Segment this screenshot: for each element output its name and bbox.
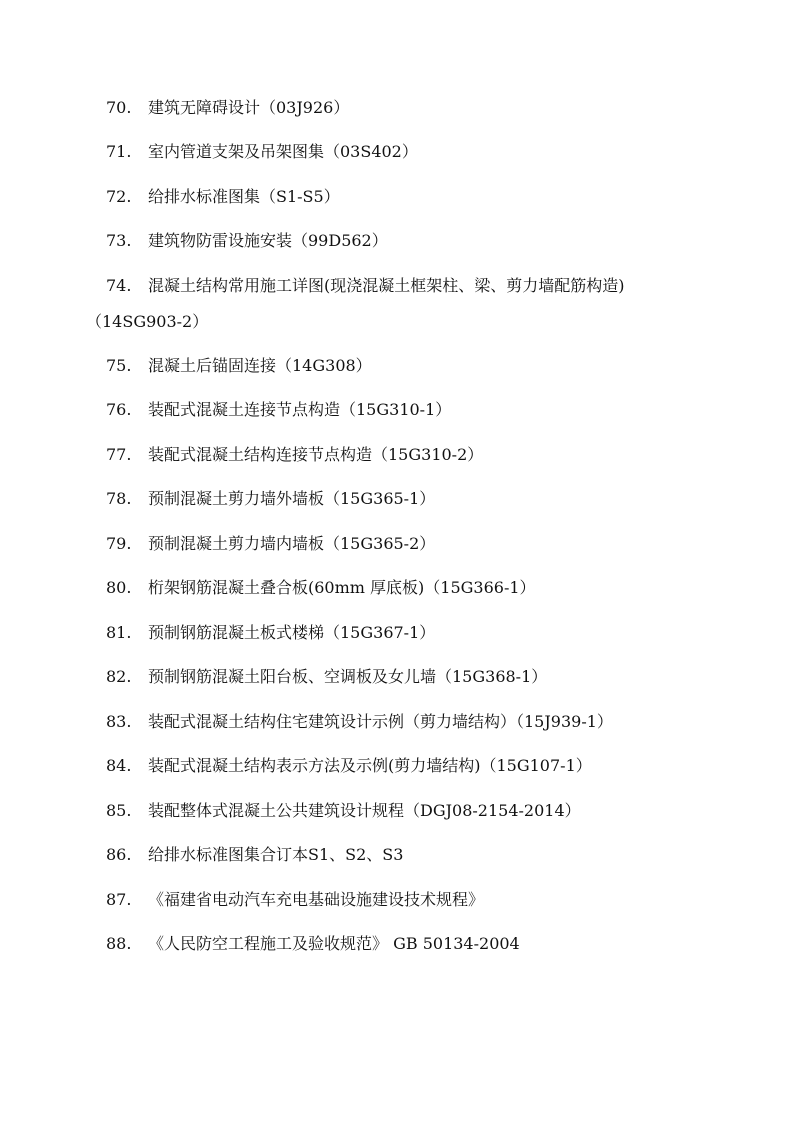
item-number: 82.	[106, 667, 132, 686]
item-number: 85.	[106, 801, 132, 820]
item-text: 装配式混凝土连接节点构造（15G310-1）	[148, 400, 452, 419]
item-text: 混凝土后锚固连接（14G308）	[148, 356, 372, 375]
item-number: 86.	[106, 845, 132, 864]
item-number: 77.	[106, 445, 132, 464]
item-text: 装配整体式混凝土公共建筑设计规程（DGJ08-2154-2014）	[148, 801, 581, 820]
item-number: 87.	[106, 890, 132, 909]
item-text: 预制钢筋混凝土阳台板、空调板及女儿墙（15G368-1）	[148, 667, 548, 686]
item-text: 预制混凝土剪力墙内墙板（15G365-2）	[148, 534, 436, 553]
item-number: 75.	[106, 356, 132, 375]
item-text: 给排水标准图集合订本S1、S2、S3	[148, 845, 404, 864]
item-text: 桁架钢筋混凝土叠合板(60mm 厚底板)（15G366-1）	[148, 578, 536, 597]
item-text: 装配式混凝土结构连接节点构造（15G310-2）	[148, 445, 484, 464]
item-text: 《人民防空工程施工及验收规范》 GB 50134-2004	[148, 934, 520, 953]
item-text: 预制钢筋混凝土板式楼梯（15G367-1）	[148, 623, 436, 642]
item-text: 给排水标准图集（S1-S5）	[148, 187, 340, 206]
item-number: 79.	[106, 534, 132, 553]
item-number: 74.	[106, 276, 132, 295]
item-text: 《福建省电动汽车充电基础设施建设技术规程》	[148, 890, 485, 909]
item-number: 72.	[106, 187, 132, 206]
item-number: 73.	[106, 231, 132, 250]
item-text: 建筑无障碍设计（03J926）	[148, 98, 350, 117]
item-number: 70.	[106, 98, 132, 117]
item-number: 84.	[106, 756, 132, 775]
item-number: 80.	[106, 578, 132, 597]
item-text-continuation: （14SG903-2）	[86, 312, 209, 331]
item-text: 装配式混凝土结构住宅建筑设计示例（剪力墙结构）（15J939-1）	[148, 712, 613, 731]
item-text: 装配式混凝土结构表示方法及示例(剪力墙结构)（15G107-1）	[148, 756, 592, 775]
item-number: 81.	[106, 623, 132, 642]
item-number: 88.	[106, 934, 132, 953]
item-text: 建筑物防雷设施安装（99D562）	[148, 231, 388, 250]
item-number: 78.	[106, 489, 132, 508]
item-text: 预制混凝土剪力墙外墙板（15G365-1）	[148, 489, 436, 508]
item-text: 混凝土结构常用施工详图(现浇混凝土框架柱、梁、剪力墙配筋构造)	[148, 276, 625, 295]
item-number: 76.	[106, 400, 132, 419]
item-number: 83.	[106, 712, 132, 731]
item-number: 71.	[106, 142, 132, 161]
item-text: 室内管道支架及吊架图集（03S402）	[148, 142, 418, 161]
